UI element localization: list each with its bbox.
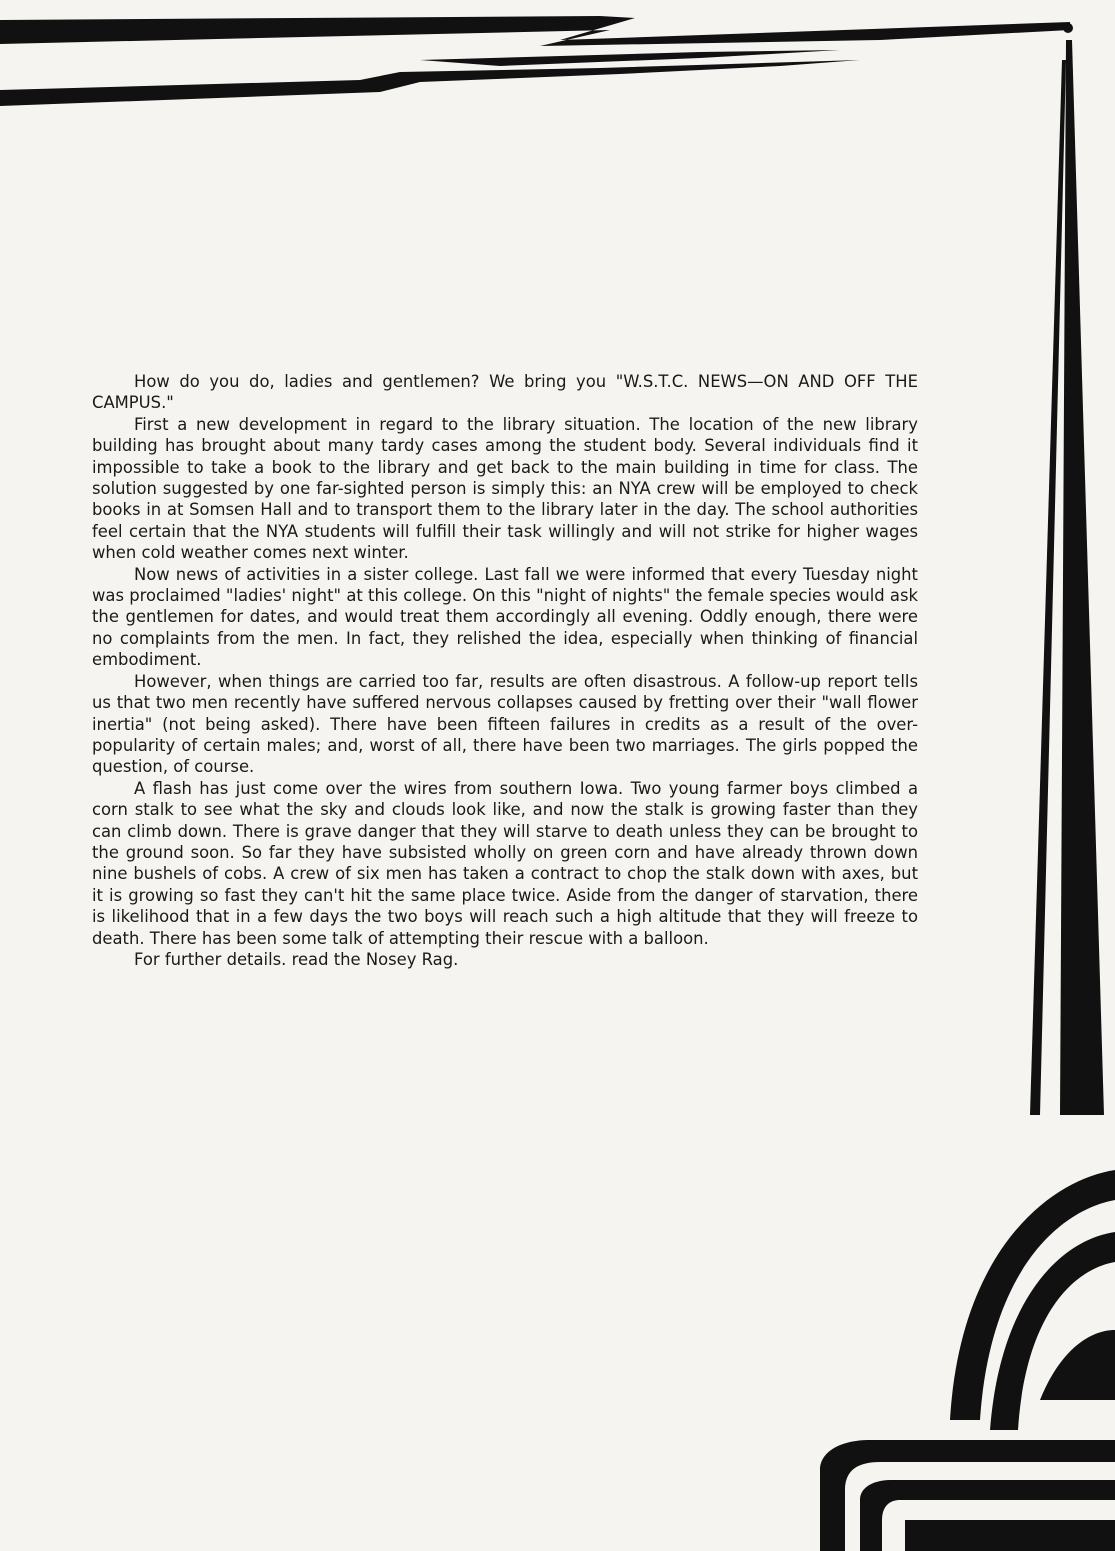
tower-tip	[1063, 23, 1073, 33]
tower-base-plinth	[905, 1520, 1115, 1551]
article-paragraph: How do you do, ladies and gentlemen? We bring you "W.S.T.C. NEWS—ON AND OFF THE CAMPUS."	[92, 372, 918, 413]
article-paragraph: However, when things are carried too far, results are often disastrous. A follow-up report tells us that two men recently have suffered nervous collapses caused by fretting over their "wall flower inertia" (not being asked). There have been fifteen failures in credits as a result of the over-popularity of certain males; and, worst of all, there have been two marriages. The girls popped the question, of course.	[92, 671, 918, 777]
article-paragraph: For further details. read the Nosey Rag.	[134, 949, 459, 969]
article-paragraph: First a new development in regard to the library situation. The location of the new library building has brought about many tardy cases among the student body. Several individuals find it impossible to take a book to the library and get back to the main building in time for class. The solution suggested by one far-sighted person is simply this: an NYA crew will be employed to check books in at Somsen Hall and to transport them to the library later in the day. The school authorities feel certain that the NYA students will fulfill their task willingly and will not strike for higher wages when cold weather comes next winter.	[92, 414, 918, 563]
tower-base-inner-dome	[1040, 1330, 1115, 1400]
lightning-bolt-upper	[0, 16, 1070, 46]
article-paragraph: A flash has just come over the wires from southern Iowa. Two young farmer boys climbed a corn stalk to see what the sky and clouds look like, and now the stalk is growing faster than they can climb down. There is grave danger that they will starve to death unless they can be brought to the ground soon. So far they have subsisted wholly on green corn and have already thrown down nine bushels of cobs. A crew of six men has taken a contract to chop the stalk down with axes, but it is growing so fast they can't hit the same place twice. Aside from the danger of starvation, there is likelihood that in a few days the two boys will reach such a high altitude that they will freeze to death. There has been some talk of attempting their rescue with a balloon.	[92, 778, 918, 948]
lightning-bolt-lower	[0, 60, 860, 106]
article-body	[92, 371, 918, 970]
article-paragraph: Now news of activities in a sister college. Last fall we were informed that every Tuesday night was proclaimed "ladies' night" at this college. On this "night of nights" the female species would ask the gentlemen for dates, and would treat them accordingly all evening. Oddly enough, there were no complaints from the men. In fact, they relished the idea, especially when thinking of financial embodiment.	[92, 564, 918, 670]
tower-shaft-outer	[1060, 40, 1104, 1115]
tower-shaft-left	[1030, 60, 1066, 1115]
